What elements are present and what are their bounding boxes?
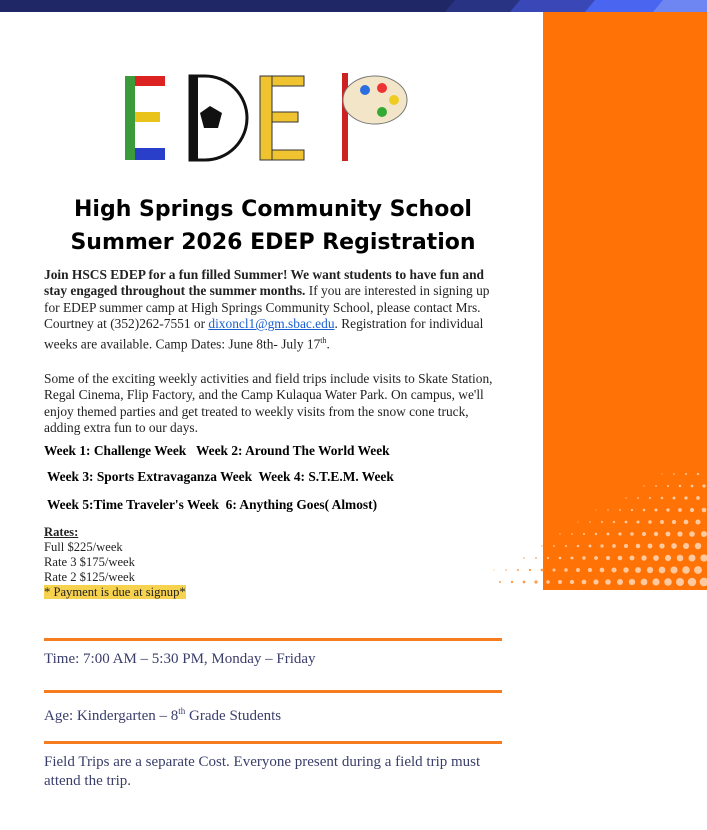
age-text-2: Grade Students	[185, 708, 282, 724]
intro-text-2: . Registration for individual weeks are available. Camp Dates: June 8th- July 17	[44, 316, 484, 352]
halftone-dot	[594, 556, 598, 560]
halftone-dot	[654, 508, 657, 511]
halftone-dot	[642, 532, 646, 536]
halftone-dot	[700, 554, 707, 561]
age-info	[44, 702, 502, 726]
halftone-dot	[659, 567, 666, 574]
halftone-dot	[653, 555, 659, 561]
halftone-dot	[523, 581, 526, 584]
week-line-1: Week 1: Challenge Week Week 2: Around The World Week	[44, 443, 390, 458]
field-trips-info: Field Trips are a separate Cost. Everyone present during a field trip must attend the trip.	[44, 754, 481, 789]
intro-bold: Join HSCS EDEP for a fun filled Summer! We want students to have fun and stay engaged throughout the summer months.	[44, 267, 484, 299]
halftone-dot	[689, 555, 696, 562]
halftone-dot	[582, 580, 587, 585]
halftone-dot	[558, 580, 562, 584]
halftone-dot	[589, 521, 591, 523]
halftone-dot	[625, 497, 626, 498]
halftone-dot	[541, 545, 542, 546]
halftone-dot	[701, 531, 707, 537]
halftone-dot	[571, 533, 573, 535]
title-line-2: Summer 2026 EDEP Registration	[70, 230, 476, 255]
halftone-dot	[623, 567, 628, 572]
halftone-dot	[691, 485, 694, 488]
halftone-dot	[684, 520, 689, 525]
ruler-letter-e	[260, 76, 304, 160]
halftone-dot	[605, 579, 611, 585]
dot-pattern	[490, 470, 707, 595]
halftone-dot	[659, 543, 664, 548]
crayon-letter-e	[125, 76, 165, 160]
halftone-dot	[547, 557, 549, 559]
halftone-dot	[702, 508, 707, 513]
halftone-dot	[577, 521, 578, 522]
halftone-dot	[612, 544, 616, 548]
halftone-dot	[589, 545, 592, 548]
halftone-dot	[607, 509, 608, 510]
halftone-dot	[660, 520, 664, 524]
divider	[44, 741, 502, 744]
halftone-dot	[648, 544, 653, 549]
divider	[44, 638, 502, 641]
halftone-dot	[619, 509, 621, 511]
week-line-2: Week 3: Sports Extravaganza Week Week 4: S.T.E.M. Week	[47, 469, 394, 484]
halftone-dot	[670, 566, 677, 573]
halftone-dot	[529, 569, 531, 571]
halftone-dot	[564, 568, 567, 571]
halftone-dot	[601, 521, 603, 523]
halftone-dot	[582, 556, 585, 559]
halftone-dot	[600, 568, 605, 573]
halftone-dot	[641, 555, 646, 560]
halftone-dot	[682, 566, 689, 573]
halftone-dot	[685, 473, 687, 475]
halftone-dot	[700, 578, 707, 587]
halftone-dot	[664, 578, 672, 586]
intro-paragraph	[44, 267, 502, 353]
halftone-dot	[677, 531, 682, 536]
page-title	[44, 193, 502, 259]
halftone-dot	[576, 568, 580, 572]
halftone-dot	[690, 508, 694, 512]
halftone-dot	[595, 509, 596, 510]
intro-text: If you are interested in signing up for EDEP summer camp at High Springs Community School, please contact Mrs. Courtney at (352)262-7551 or	[44, 283, 490, 332]
superscript: th	[320, 335, 327, 345]
halftone-dot	[499, 581, 501, 583]
halftone-dot	[666, 508, 669, 511]
halftone-dot	[672, 520, 676, 524]
halftone-dot	[665, 555, 671, 561]
halftone-dot	[673, 497, 676, 500]
halftone-dot	[630, 532, 634, 536]
time-info: Time: 7:00 AM – 5:30 PM, Monday – Friday	[44, 651, 316, 667]
halftone-dot	[635, 567, 641, 573]
halftone-dot	[617, 579, 623, 585]
halftone-dot	[607, 533, 610, 536]
halftone-dot	[570, 580, 574, 584]
halftone-dot	[595, 533, 597, 535]
palette-letter-p	[342, 73, 407, 161]
halftone-dot	[553, 545, 555, 547]
intro-end: .	[326, 336, 330, 352]
halftone-dot	[666, 532, 671, 537]
halftone-dot	[695, 519, 700, 524]
halftone-dot	[588, 568, 592, 572]
halftone-dot	[648, 520, 652, 524]
rates-heading: Rates:	[44, 525, 79, 539]
halftone-dot	[629, 579, 635, 585]
halftone-dot	[695, 543, 701, 549]
halftone-dot	[511, 581, 513, 583]
halftone-dot	[661, 473, 662, 474]
age-text: Age: Kindergarten – 8	[44, 708, 179, 724]
halftone-dot	[688, 578, 696, 586]
halftone-dot	[611, 567, 616, 572]
halftone-dot	[577, 545, 579, 547]
halftone-dot	[652, 578, 659, 585]
halftone-dot	[702, 484, 705, 487]
halftone-dot	[606, 556, 610, 560]
halftone-dot	[546, 580, 550, 584]
halftone-dot	[655, 485, 657, 487]
halftone-dot	[636, 544, 640, 548]
halftone-dot	[631, 509, 633, 511]
halftone-dot	[630, 556, 635, 561]
halftone-dot	[583, 533, 585, 535]
payment-note: * Payment is due at signup*	[44, 585, 186, 599]
halftone-dot	[643, 509, 646, 512]
halftone-dot	[541, 569, 544, 572]
halftone-dot	[559, 533, 560, 534]
halftone-dot	[571, 557, 574, 560]
halftone-dot	[618, 556, 623, 561]
halftone-dot	[677, 555, 684, 562]
rates-section	[44, 525, 186, 600]
halftone-dot	[505, 569, 506, 570]
halftone-dot	[559, 557, 562, 560]
halftone-dot	[552, 568, 555, 571]
halftone-dot	[636, 520, 639, 523]
halftone-dot	[676, 578, 684, 586]
halftone-dot	[696, 496, 700, 500]
halftone-dot	[673, 473, 675, 475]
email-link[interactable]: dixoncl1@gm.sbac.edu	[208, 316, 335, 332]
halftone-dot	[684, 496, 687, 499]
halftone-dot	[535, 557, 537, 559]
rate-item: Rate 2 $125/week	[44, 570, 135, 584]
activities-paragraph: Some of the exciting weekly activities and field trips include visits to Skate Station, Regal Cinema, Flip Factory, and the Camp Kulaqua Water Park. On campus, we'll enjoy themed parties and get treated to weekly visits from the snow cone truck, adding extra fun to our days.	[44, 371, 493, 436]
halftone-dot	[613, 521, 615, 523]
halftone-dot	[618, 532, 621, 535]
soccer-ball-letter-d	[190, 76, 247, 160]
halftone-dot	[661, 497, 664, 500]
edep-logo	[120, 68, 410, 168]
halftone-dot	[671, 543, 677, 549]
halftone-dot	[683, 543, 689, 549]
halftone-dot	[654, 532, 658, 536]
halftone-dot	[565, 545, 567, 547]
rate-item: Rate 3 $175/week	[44, 555, 135, 569]
halftone-dot	[641, 579, 648, 586]
halftone-dot	[534, 580, 537, 583]
top-banner	[0, 0, 707, 12]
title-line-1: High Springs Community School	[74, 197, 472, 222]
halftone-dot	[493, 569, 494, 570]
halftone-dot	[523, 557, 524, 558]
halftone-dot	[517, 569, 519, 571]
halftone-dot	[643, 485, 644, 486]
halftone-dot	[694, 566, 702, 574]
halftone-dot	[600, 544, 603, 547]
halftone-dot	[624, 544, 628, 548]
divider	[44, 690, 502, 693]
halftone-dot	[678, 508, 682, 512]
halftone-dot	[593, 579, 598, 584]
superscript: th	[178, 706, 186, 716]
halftone-dot	[625, 521, 628, 524]
halftone-dot	[697, 473, 699, 475]
halftone-dot	[689, 531, 695, 537]
rate-item: Full $225/week	[44, 540, 123, 554]
halftone-dot	[649, 497, 651, 499]
halftone-dot	[647, 567, 653, 573]
week-line-3: Week 5:Time Traveler's Week 6: Anything Goes( Almost)	[47, 497, 378, 512]
halftone-dot	[637, 497, 639, 499]
halftone-dot	[679, 485, 681, 487]
halftone-dot	[667, 485, 669, 487]
